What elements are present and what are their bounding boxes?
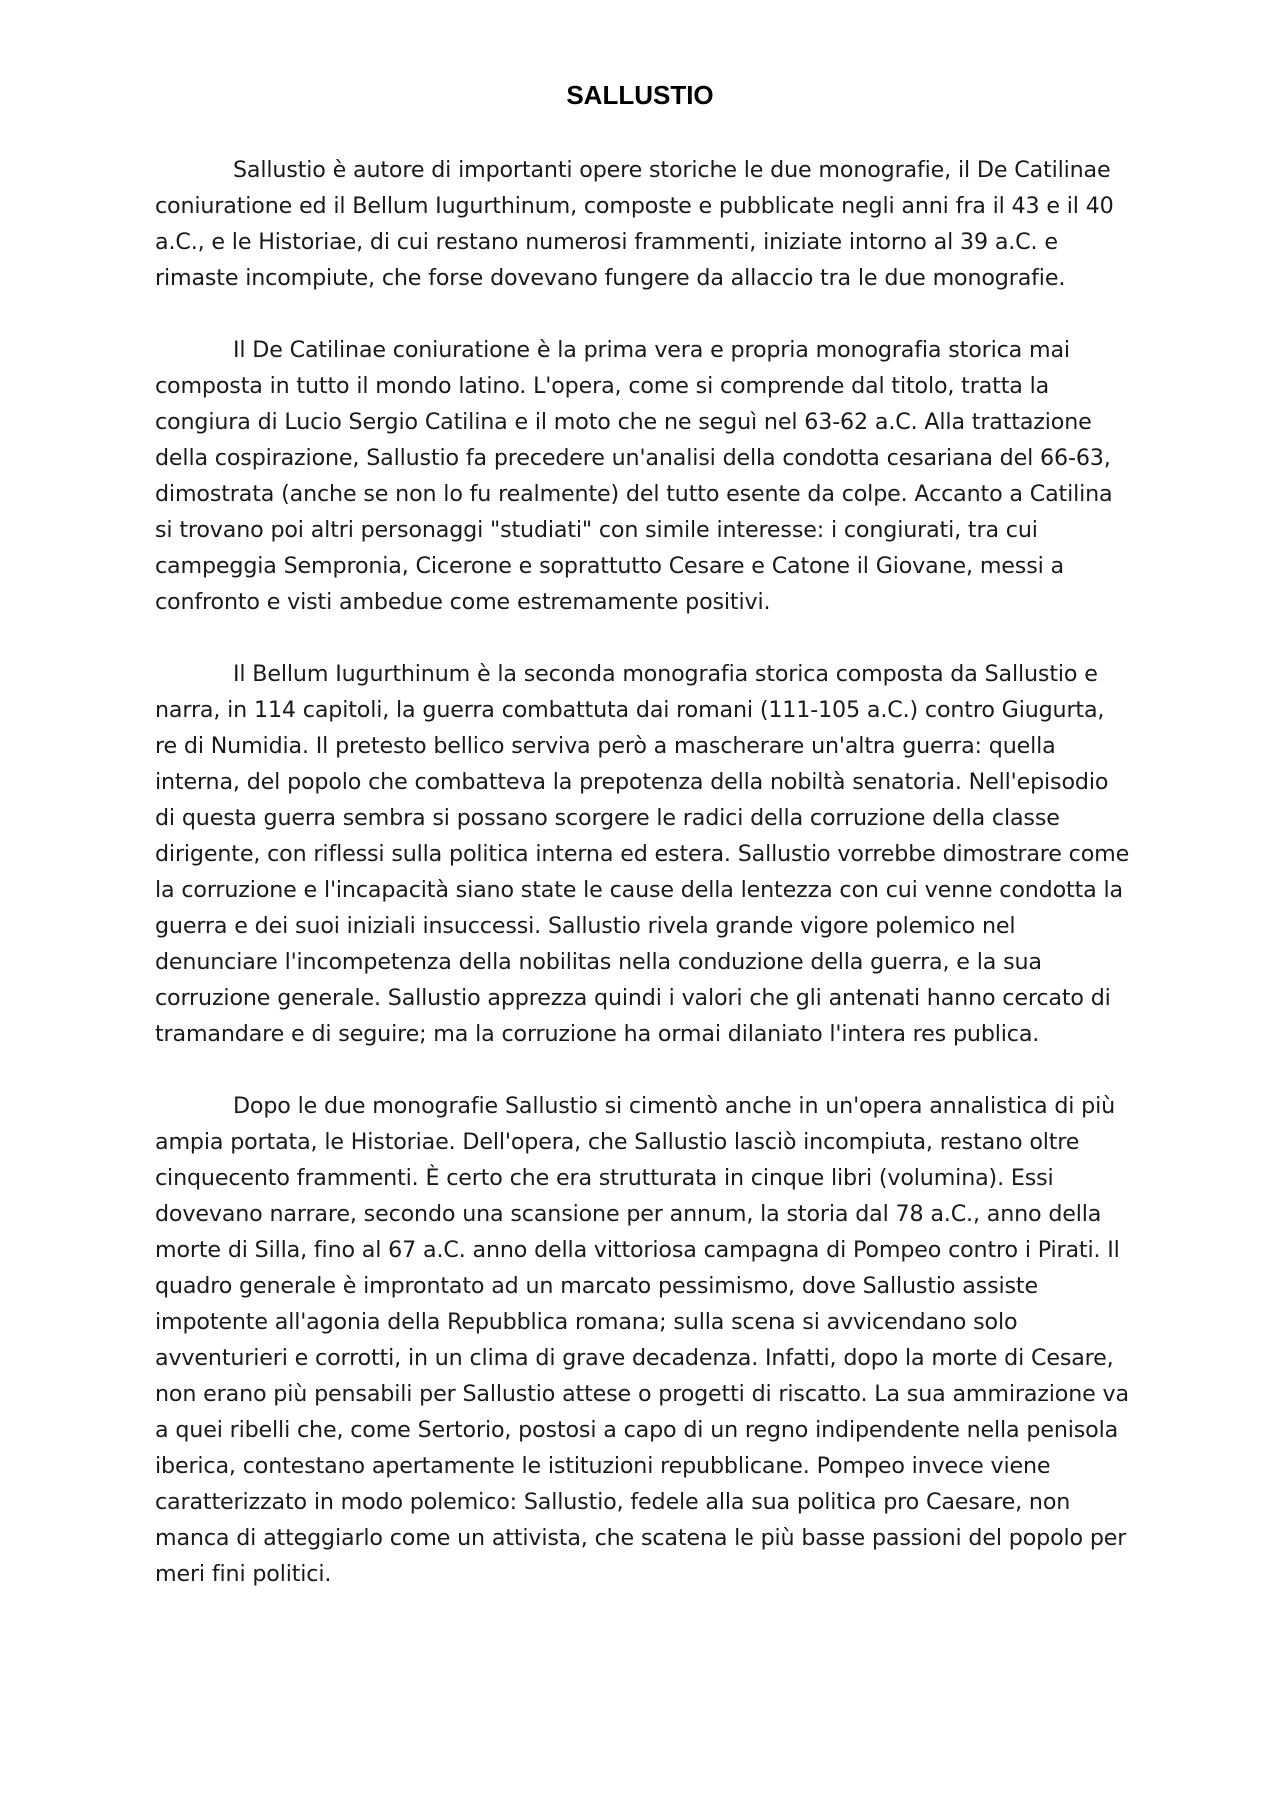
paragraph-catilinae: Il De Catilinae coniuratione è la prima vera e propria monografia storica mai composta in tutto il mondo latino. L'opera, come si comprende dal titolo, tratta la congiura di Lucio Sergio Catilina e il moto che ne seguì nel 63-62 a.C. Alla trattazione della cospirazione, Sallustio fa precedere un'analisi della condotta cesariana del 66-63, dimostrata (anche se non lo fu realmente) del tutto esente da colpe. Accanto a Catilina si trovano poi altri personaggi "studiati" con simile interesse: i congiurati, tra cui campeggia Sempronia, Cicerone e soprattutto Cesare e Catone il Giovane, messi a confronto e visti ambedue come estremamente positivi. (155, 337, 1113, 615)
paragraph-historiae: Dopo le due monografie Sallustio si cimentò anche in un'opera annalistica di più ampia portata, le Historiae. Dell'opera, che Sallustio lasciò incompiuta, restano oltre cinquecento frammenti. È certo che era strutturata in cinque libri (volumina). Essi dovevano narrare, secondo una scansione per annum, la storia dal 78 a.C., anno della morte di Silla, fino al 67 a.C. anno della vittoriosa campagna di Pompeo contro i Pirati. Il quadro generale è improntato ad un marcato pessimismo, dove Sallustio assiste impotente all'agonia della Repubblica romana; sulla scena si avvicendano solo avventurieri e corrotti, in un clima di grave decadenza. Infatti, dopo la morte di Cesare, non erano più pensabili per Sallustio attese o progetti di riscatto. La sua ammirazione va a quei ribelli che, come Sertorio, postosi a capo di un regno indipendente nella penisola iberica, contestano apertamente le istituzioni repubblicane. Pompeo invece viene caratterizzato in modo polemico: Sallustio, fedele alla sua politica pro Caesare, non manca di atteggiarlo come un attivista, che scatena le più basse passioni del popolo per meri fini politici. (155, 1093, 1129, 1587)
paragraph-iugurthinum: Il Bellum Iugurthinum è la seconda monografia storica composta da Sallustio e narra, in 114 capitoli, la guerra combattuta dai romani (111-105 a.C.) contro Giugurta, re di Numidia. Il pretesto bellico serviva però a mascherare un'altra guerra: quella interna, del popolo che combatteva la prepotenza della nobiltà senatoria. Nell'episodio di questa guerra sembra si possano scorgere le radici della corruzione della classe dirigente, con riflessi sulla politica interna ed estera. Sallustio vorrebbe dimostrare come la corruzione e l'incapacità siano state le cause della lentezza con cui venne condotta la guerra e dei suoi iniziali insuccessi. Sallustio rivela grande vigore polemico nel denunciare l'incompetenza della nobilitas nella conduzione della guerra, e la sua corruzione generale. Sallustio apprezza quindi i valori che gli antenati hanno cercato di tramandare e di seguire; ma la corruzione ha ormai dilaniato l'intera res publica. (155, 661, 1130, 1047)
paragraph-intro: Sallustio è autore di importanti opere storiche le due monografie, il De Catilinae coniuratione ed il Bellum Iugurthinum, composte e pubblicate negli anni fra il 43 e il 40 a.C., e le Historiae, di cui restano numerosi frammenti, iniziate intorno al 39 a.C. e rimaste incompiute, che forse dovevano fungere da allaccio tra le due monografie. (155, 157, 1114, 291)
page-title: SALLUSTIO (566, 80, 714, 110)
document-body (155, 152, 1130, 1628)
